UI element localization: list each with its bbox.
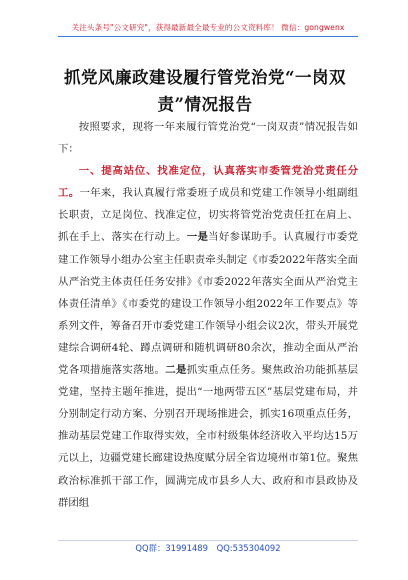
footer-divider: [58, 540, 358, 541]
footer-qq-contact: QQ:535304092: [216, 543, 281, 553]
header-divider: [58, 36, 358, 37]
header-banner: 关注头条号"公文研究"，获得最新最全最专业的公文资料库！ 微信：gongwenx: [71, 23, 345, 32]
section-1-text-b: 当好参谋助手。认真履行市委党建工作领导小组办公室主任职责牵头制定《市委2022年落实全面从严治党主体责任任务安排》《市委2022年落实全面从严治党主体责任清单》《市委党的建设工作领导小组2022年工作要点》等系列文件，筹备召开市委党建工作领导小组会议2次，带头开展党建综合调研4轮、蹲点调研和随机调研80余次，推动全面从严治党各项措施落实落地。: [58, 231, 359, 377]
section-1-text-a: 一年来，我认真履行常委班子成员和党建工作领导小组副组长职责，立足岗位、找准定位，切实将管党治党责任扛在肩上、抓在手上、落实在行动上。: [58, 187, 358, 244]
section-1-heading: 一、提高站位、找准定位，认真落实市委管党治党责任分工。: [58, 165, 358, 200]
document-title: [60, 64, 350, 118]
footer: [58, 542, 358, 554]
footer-qq-group: QQ群：31991489: [135, 543, 208, 553]
title-line-1: 抓党风廉政建设履行管党治党“一岗双: [64, 68, 346, 87]
first-point-label: 一是: [186, 231, 209, 244]
title-line-2: 责”情况报告: [157, 95, 253, 114]
second-point-label: 二是: [165, 364, 187, 377]
section-1-text-c: 抓实重点任务。聚焦政治功能抓基层党建，坚持主题年推进，提出“一地两带五区”基层党建布局，并分别制定行动方案、分别召开现场推进会，抓实16项重点任务，推动基层党建工作取得实效，全市村级集体经济收入平均达15万元以上，边疆党建长廊建设热度赋分居全省边境州市第1位。聚焦政治标准抓干部工作，圆满完成市县乡人大、政府和市县政协及群团组: [58, 364, 359, 509]
document-body: [58, 116, 358, 514]
intro-paragraph: 按照要求，现将一年来履行管党治党“一岗双责”情况报告如下：: [58, 121, 358, 156]
section-1-paragraph: [58, 160, 358, 514]
